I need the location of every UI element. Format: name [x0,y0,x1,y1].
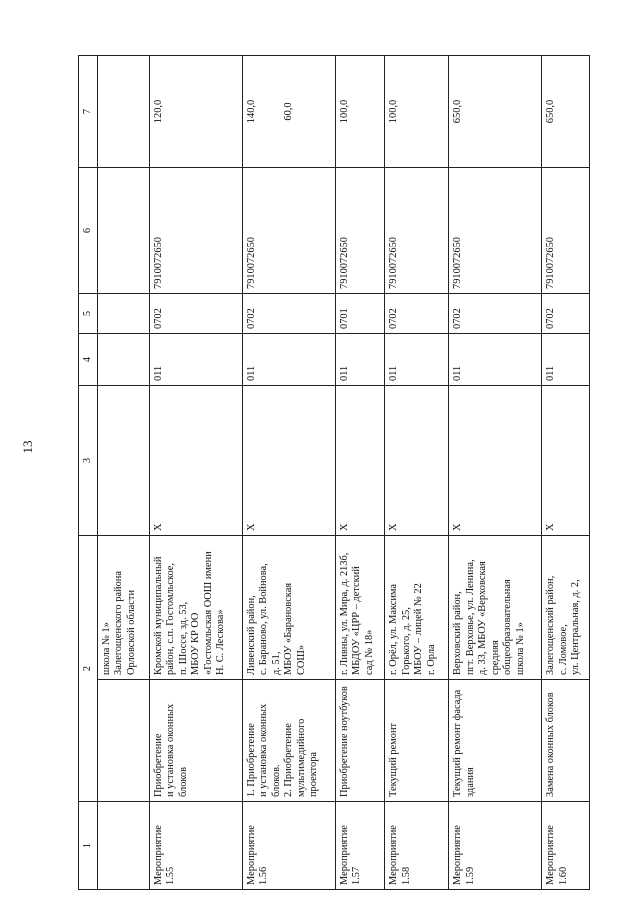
address-cell: Кромской муниципальный район, с.п. Гостомльское, п. Шоссе, зд. 53, МБОУ КР ОО «Гостомльская ООШ имени Н. С. Лескова» [149,535,242,679]
table-row [385,55,449,889]
header-col-7: 7 [79,55,98,167]
col3-cell: X [385,385,449,535]
event-cell: Мероприятие 1.57 [335,802,385,890]
address-cell: школа № 1» Залегощенского района Орловской области [98,535,150,679]
address-cell: Залегощенский район, с. Ломовое, ул. Центральная, д. 2, [542,535,590,679]
amount-cell: 650,0 [449,55,542,167]
col4-cell: 011 [335,333,385,385]
description-cell [98,680,150,802]
col5-cell: 0702 [385,293,449,333]
table-row [149,55,242,889]
amount-cell: 650,0 [542,55,590,167]
event-cell: Мероприятие 1.59 [449,802,542,890]
amount-cell: 100,0 [385,55,449,167]
col5-cell: 0702 [149,293,242,333]
event-cell [98,802,150,890]
col5-cell: 0701 [335,293,385,333]
event-cell: Мероприятие 1.60 [542,802,590,890]
budget-table [78,55,590,890]
col3-cell: X [542,385,590,535]
address-cell: г. Ливны, ул. Мира, д. 213б, МБДОУ «ЦРР – детский сад № 18» [335,535,385,679]
description-cell: Приобретение ноутбуков [335,680,385,802]
col5-cell: 0702 [449,293,542,333]
table-row [449,55,542,889]
amount-cell: 140,0 60,0 [242,55,335,167]
col6-cell [98,167,150,293]
col3-cell: X [242,385,335,535]
amount-cell [98,55,150,167]
col4-cell: 011 [542,333,590,385]
header-col-4: 4 [79,333,98,385]
event-cell: Мероприятие 1.55 [149,802,242,890]
col6-cell: 7910072650 [242,167,335,293]
description-cell: Текущий ремонт фасада здания [449,680,542,802]
amount-cell: 100,0 [335,55,385,167]
col4-cell [98,333,150,385]
col6-cell: 7910072650 [542,167,590,293]
col5-cell [98,293,150,333]
table-row [242,55,335,889]
col4-cell: 011 [242,333,335,385]
table-row [98,55,150,889]
col3-cell: X [449,385,542,535]
address-cell: Ливенский район, с. Бараново, ул. Войнова, д. 51, МБОУ «Барановская СОШ» [242,535,335,679]
header-col-3: 3 [79,385,98,535]
col4-cell: 011 [449,333,542,385]
header-col-1: 1 [79,802,98,890]
col6-cell: 7910072650 [149,167,242,293]
col3-cell: X [335,385,385,535]
description-cell: Замена оконных блоков [542,680,590,802]
table-row [542,55,590,889]
col4-cell: 011 [385,333,449,385]
address-cell: Верховский район, пгт. Верховье, ул. Ленина, д. 33, МБОУ «Верховская средняя общеобразовательная школа № 1» [449,535,542,679]
col6-cell: 7910072650 [385,167,449,293]
page-number: 13 [20,440,35,454]
col6-cell: 7910072650 [335,167,385,293]
rotated-table-container [78,56,590,890]
col5-cell: 0702 [542,293,590,333]
address-cell: г. Орёл, ул. Максима Горького, д. 25, МБОУ – лицей № 22 г. Орла [385,535,449,679]
header-col-6: 6 [79,167,98,293]
event-cell: Мероприятие 1.58 [385,802,449,890]
table-row [335,55,385,889]
col4-cell: 011 [149,333,242,385]
header-col-2: 2 [79,535,98,801]
description-cell: 1. Приобретение и установка оконных блоков. 2. Приобретение мультимедийного проектора [242,680,335,802]
event-cell: Мероприятие 1.56 [242,802,335,890]
header-col-5: 5 [79,293,98,333]
col6-cell: 7910072650 [449,167,542,293]
description-cell: Текущий ремонт [385,680,449,802]
col5-cell: 0702 [242,293,335,333]
header-row [79,55,98,889]
description-cell: Приобретение и установка оконных блоков [149,680,242,802]
col3-cell [98,385,150,535]
col3-cell: X [149,385,242,535]
amount-cell: 120,0 [149,55,242,167]
